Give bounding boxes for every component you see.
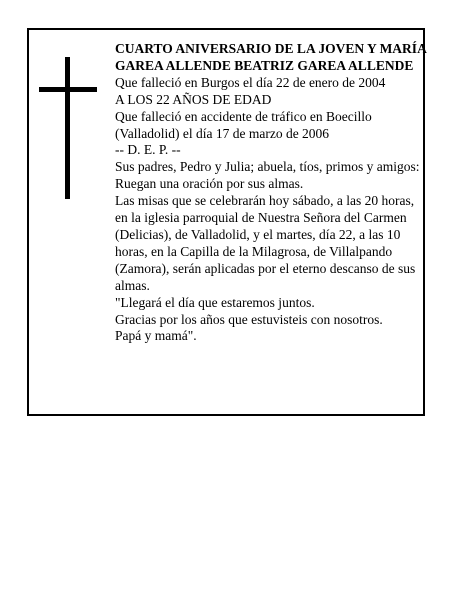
mass-details: Las misas que se celebrarán hoy sábado, a las 20 horas, en la iglesia parroquial de Nuestra Señora del Carmen (Delicias), de Valladolid, y el martes, día 22, a las 10 horas, en la Capilla de la Milagrosa, de Villalpando (Zamora), serán aplicadas por el eterno descanso de sus almas. xyxy=(115,193,416,293)
notice-title: CUARTO ANIVERSARIO DE LA JOVEN Y MARÍA GAREA ALLENDE BEATRIZ GAREA ALLENDE xyxy=(115,41,427,73)
age-line: A LOS 22 AÑOS DE EDAD xyxy=(115,91,272,107)
cross-vertical-bar xyxy=(65,57,70,199)
obituary-notice xyxy=(27,28,425,416)
rip-line: -- D. E. P. -- xyxy=(115,142,181,158)
quote-signature: Papá y mamá". xyxy=(115,328,197,344)
death-date-boecillo: Que falleció en accidente de tráfico en Boecillo (Valladolid) el día 17 de marzo de 2006 xyxy=(115,108,372,141)
notice-body xyxy=(115,41,429,345)
family-line: Sus padres, Pedro y Julia; abuela, tíos, primos y amigos: Ruegan una oración por sus almas. xyxy=(115,159,420,192)
quote-line-1: "Llegará el día que estaremos juntos. xyxy=(115,294,315,310)
quote-line-2: Gracias por los años que estuvisteis con nosotros. xyxy=(115,311,383,327)
death-date-burgos: Que falleció en Burgos el día 22 de enero de 2004 xyxy=(115,74,386,90)
cross-horizontal-bar xyxy=(39,87,97,92)
cross-icon xyxy=(39,57,97,199)
